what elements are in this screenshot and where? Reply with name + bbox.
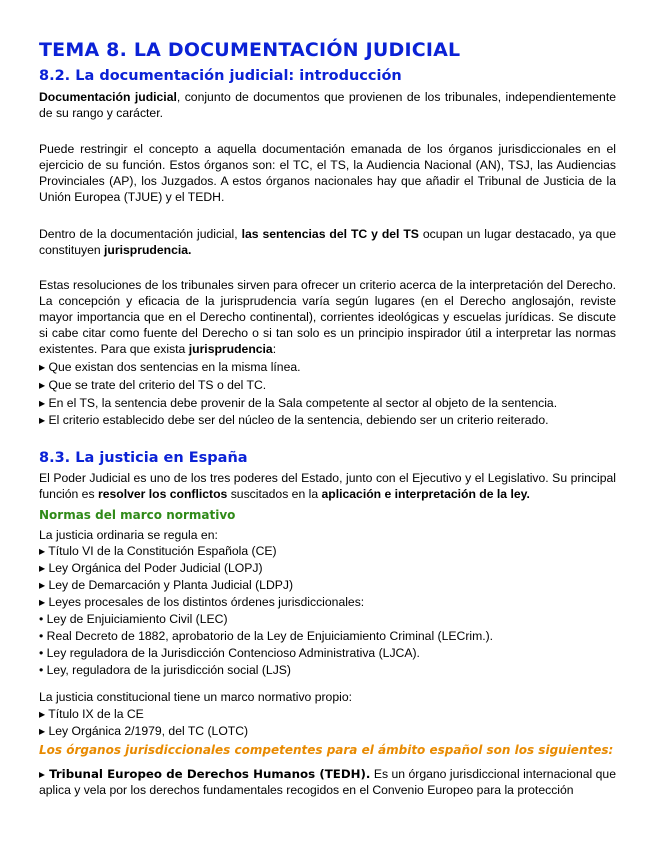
paragraph-definition (39, 89, 616, 121)
paragraph-concept: Puede restringir el concepto a aquella documentación emanada de los órganos jurisdiccionales en el ejercicio de su función. Estos órganos son: el TC, el TS, la Audiencia Nacional (AN), TSJ, las Audiencias Provinciales (AP), los Juzgados. A estos órganos nacionales hay que añadir el Tribunal de Justicia de la Unión Europea (TJUE) y el TEDH. (39, 142, 616, 204)
emphasis-resolver: resolver los conflictos (97, 487, 228, 501)
paragraph-text: Es un órgano jurisdiccional internacional que aplica y vela por los derechos fundamentales recogidos en el Convenio Europeo para la protección (39, 767, 616, 797)
paragraph-text: suscitados en la (227, 487, 322, 501)
list-item: ▸ Ley Orgánica 2/1979, del TC (LOTC) (39, 724, 249, 738)
list-intro: La justicia ordinaria se regula en: (39, 528, 218, 542)
paragraph-resoluciones (39, 277, 616, 357)
emphasis-jurisprudencia: jurisprudencia. (104, 243, 192, 257)
paragraph-text: Dentro de la documentación judicial, (39, 227, 242, 241)
list-item: ▸ Ley Orgánica del Poder Judicial (LOPJ) (39, 561, 263, 575)
term-documentacion-judicial: Documentación judicial (39, 90, 177, 104)
list-item: • Ley, reguladora de la jurisdicción social (LJS) (39, 663, 291, 677)
list-item: ▸ Título VI de la Constitución Española (CE) (39, 544, 277, 558)
emphasis-jurisprudencia: jurisprudencia (188, 342, 273, 356)
section-heading-8-3: 8.3. La justicia en España (39, 450, 248, 466)
paragraph-text: ocupan un lugar destacado, ya que constituyen (39, 227, 617, 257)
list-item: ▸ El criterio establecido debe ser del núcleo de la sentencia, debiendo ser un criterio reiterado. (39, 413, 549, 427)
list-item: ▸ Que existan dos sentencias en la misma línea. (39, 360, 301, 374)
paragraph-text: : (272, 342, 277, 356)
list-item: ▸ Título IX de la CE (39, 707, 144, 721)
section-heading-8-2: 8.2. La documentación judicial: introducción (39, 68, 402, 84)
list-item: ▸ Que se trate del criterio del TS o del TC. (39, 378, 267, 392)
list-item: • Ley reguladora de la Jurisdicción Contencioso Administrativa (LJCA). (39, 646, 420, 660)
paragraph-sentencias (39, 226, 616, 258)
list-item: ▸ Leyes procesales de los distintos órdenes jurisdiccionales: (39, 595, 365, 609)
paragraph-text: , conjunto de documentos que provienen de los tribunales, independientemente de su rango y carácter. (39, 90, 616, 120)
list-item: ▸ En el TS, la sentencia debe provenir de la Sala competente al sector al objeto de la sentencia. (39, 396, 558, 410)
term-tedh: ▸ Tribunal Europeo de Derechos Humanos (TEDH). (39, 767, 371, 781)
list-item: • Ley de Enjuiciamiento Civil (LEC) (39, 612, 228, 626)
organos-heading: Los órganos jurisdiccionales competentes para el ámbito español son los siguientes: (39, 743, 614, 757)
paragraph-text: El Poder Judicial es uno de los tres poderes del Estado, junto con el Ejecutivo y el Legislativo. Su principal función es (39, 471, 616, 501)
list-intro: La justicia constitucional tiene un marco normativo propio: (39, 690, 352, 704)
emphasis-aplicacion: aplicación e interpretación de la ley. (321, 487, 530, 501)
paragraph-poder-judicial (39, 470, 616, 502)
list-item: • Real Decreto de 1882, aprobatorio de la Ley de Enjuiciamiento Criminal (LECrim.). (39, 629, 494, 643)
emphasis-sentencias: las sentencias del TC y del TS (241, 227, 419, 241)
paragraph-tedh (39, 766, 616, 798)
list-item: ▸ Ley de Demarcación y Planta Judicial (LDPJ) (39, 578, 294, 592)
paragraph-text: Estas resoluciones de los tribunales sirven para ofrecer un criterio acerca de la interpretación del Derecho. La concepción y eficacia de la jurisprudencia varía según lugares (en el Derecho anglosajón, reviste mayor importancia que en el Derecho continental), corrientes ideológicas y escuelas jurídicas. Se discute si cabe citar como fuente del Derecho o si tan solo es un principio inspirador útil a interpretar las normas existentes. Para que exista (39, 278, 616, 356)
subsection-heading-normas: Normas del marco normativo (39, 508, 236, 522)
page-title: TEMA 8. LA DOCUMENTACIÓN JUDICIAL (39, 39, 461, 61)
